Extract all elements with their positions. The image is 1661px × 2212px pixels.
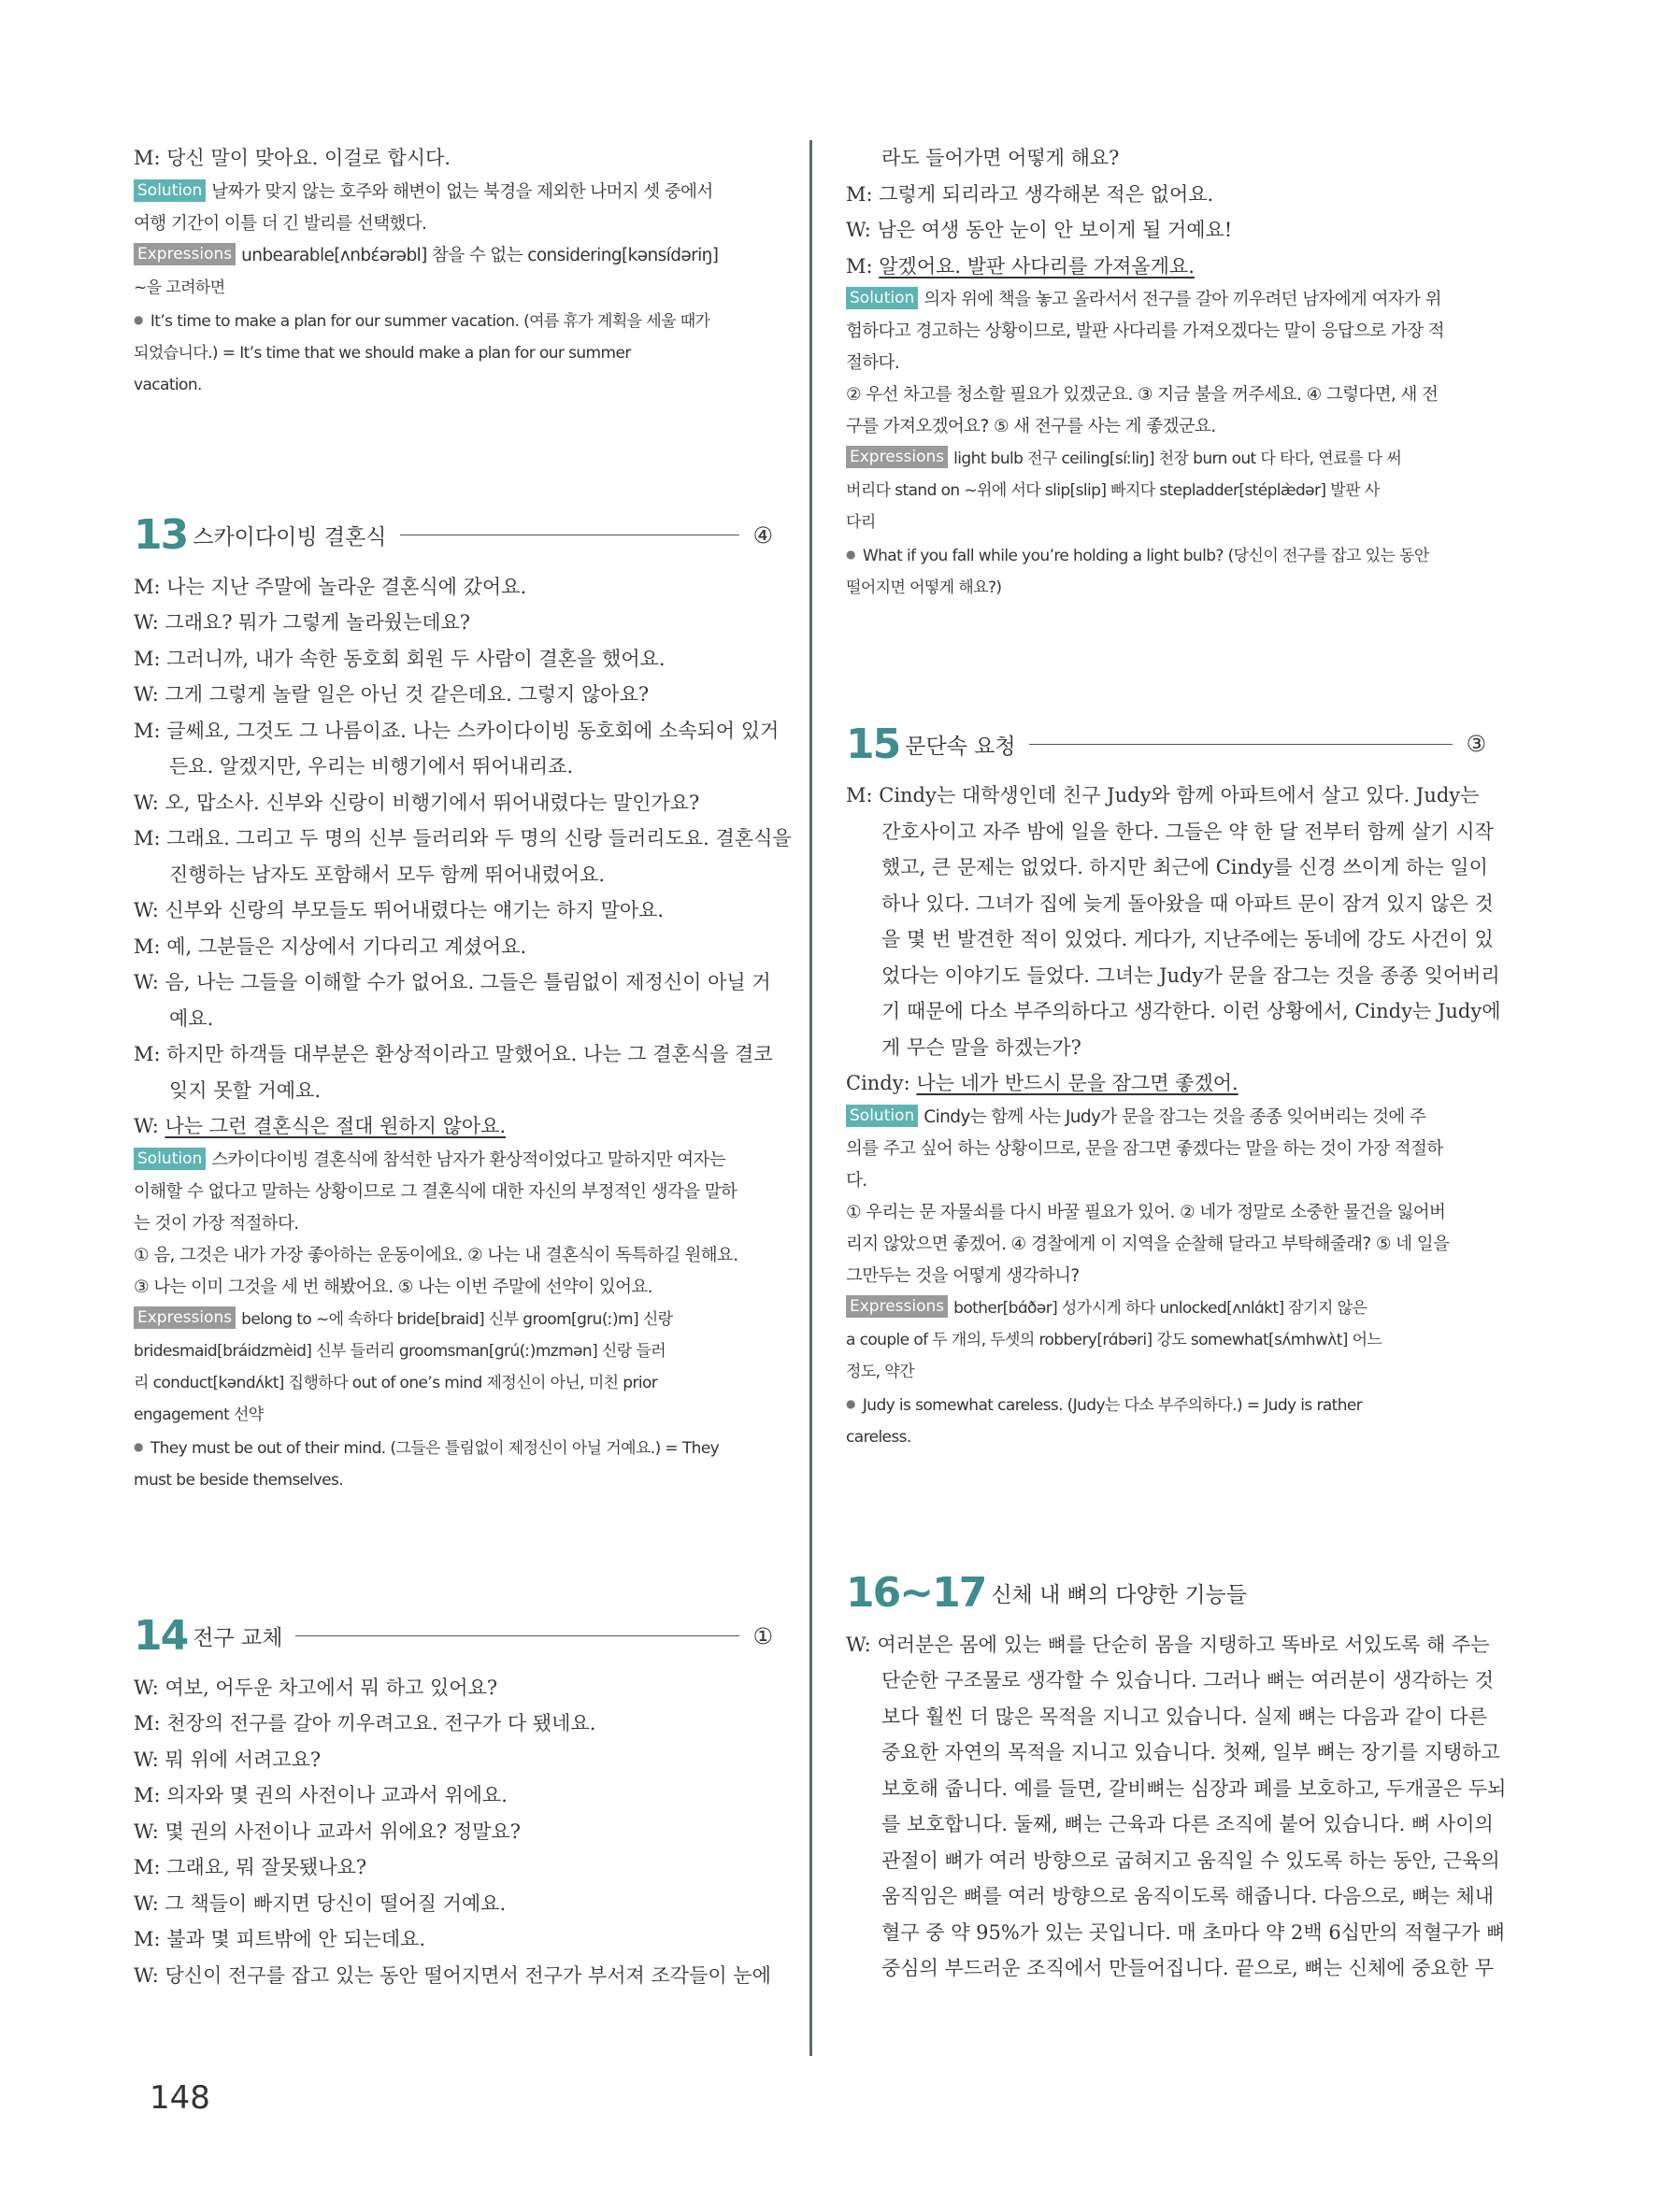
dialogue-line: M: 글쎄요, 그것도 그 나름이죠. 나는 스카이다이빙 동호회에 소속되어 있거	[134, 719, 780, 742]
section-16-17-header	[846, 1565, 1486, 1621]
expressions-tag: Expressions	[846, 1295, 948, 1318]
section-14-dialogue-continued	[846, 140, 1486, 249]
dialogue-line: 단순한 구조물로 생각할 수 있습니다. 그러나 뼈는 여러분이 생각하는 것	[881, 1669, 1495, 1691]
dialogue-line: W: 음, 나는 그들을 이해할 수가 없어요. 그들은 틀림없이 제정신이 아닐 거	[134, 971, 771, 993]
answer-line	[134, 1108, 773, 1145]
dialogue-line: 예요.	[169, 1006, 214, 1030]
solution-tag: Solution	[134, 1148, 206, 1170]
expressions-tag: Expressions	[134, 243, 236, 265]
expressions-line: unbearable[ʌnbɛ́ərəbl] 참을 수 없는 considering[kənsídəriŋ]	[241, 245, 719, 265]
example-bullet: ● What if you fall while you’re holding a light bulb? (당신이 전구를 잡고 있는 동안	[846, 538, 1486, 572]
example-bullet: ● Judy is somewhat careless. (Judy는 다소 부주의하다.) = Judy is rather	[846, 1388, 1486, 1421]
dialogue-line: W: 당신이 전구를 잡고 있는 동안 떨어지면서 전구가 부서져 조각들이 눈에	[134, 1963, 771, 1987]
solution-line: ① 우리는 문 자물쇠를 다시 바꿀 필요가 있어. ② 네가 정말로 소중한 물건을 잃어버	[846, 1202, 1446, 1222]
section-title: 스카이다이빙 결혼식	[193, 525, 387, 549]
expressions-line: 정도, 약간	[846, 1362, 914, 1381]
solution-line: 여행 기간이 이틀 더 긴 발리를 선택했다.	[134, 213, 427, 234]
section-13-header	[134, 507, 773, 564]
solution-line: 리지 않았으면 좋겠어. ④ 경찰에게 이 지역을 순찰해 달라고 부탁해줄래? ⑤ 네 일을	[846, 1234, 1450, 1254]
section-15-expressions	[846, 1292, 1486, 1324]
dialogue-line: M: 그러니까, 내가 속한 동호회 회원 두 사람이 결혼을 했어요.	[134, 647, 666, 670]
dialogue-line: 보다 훨씬 더 많은 목적을 지니고 있습니다. 실제 뼈는 다음과 같이 다른	[881, 1705, 1488, 1728]
dialogue-line: W: 몇 권의 사전이나 교과서 위에요? 정말요?	[134, 1820, 521, 1843]
answer-line	[846, 1065, 1486, 1102]
solution-line: 의를 주고 싶어 하는 상황이므로, 문을 잠그면 좋겠다는 말을 하는 것이 가장 적절하	[846, 1138, 1443, 1159]
expressions-line: a couple of 두 개의, 두셋의 robbery[rɑ́bəri] 강도 somewhat[sʌ́mhwʌ̀t] 어느	[846, 1330, 1382, 1349]
dialogue-line: M: 그렇게 되리라고 생각해본 적은 없어요.	[846, 182, 1214, 206]
solution-tag: Solution	[846, 287, 918, 309]
expressions-tag: Expressions	[134, 1306, 236, 1329]
dialogue-line: M: 천장의 전구를 갈아 끼우려고요. 전구가 다 됐네요.	[134, 1712, 596, 1734]
expressions-line: ~을 고려하면	[134, 278, 225, 297]
solution-line: 다.	[846, 1170, 867, 1191]
section-answer: ③	[1466, 731, 1486, 757]
dialogue-line: 움직임은 뼈를 여러 방향으로 움직이도록 해줍니다. 다음으로, 뼈는 체내	[881, 1885, 1495, 1907]
dialogue-line: W: 그 책들이 빠지면 당신이 떨어질 거예요.	[134, 1891, 507, 1915]
speaker: Cindy:	[846, 1072, 917, 1094]
solution-line: Cindy는 함께 사는 Judy가 문을 잠그는 것을 종종 잊어버리는 것에 주	[924, 1106, 1426, 1127]
dialogue-line: W: 신부와 신랑의 부모들도 뛰어내렸다는 얘기는 하지 말아요.	[134, 899, 665, 921]
section-14-header	[134, 1608, 773, 1664]
dialogue-line: 혈구 중 약 95%가 있는 곳입니다. 매 초마다 약 2백 6십만의 적혈구가 뼈	[881, 1920, 1506, 1944]
section-answer: ①	[752, 1622, 773, 1649]
column-divider	[809, 140, 812, 2056]
example-line: careless.	[846, 1427, 911, 1447]
expressions-line: bridesmaid[bráidzmèid] 신부 들러리 groomsman[grú(ː)mzmən] 신랑 들러	[134, 1341, 666, 1361]
dialogue-line: 했고, 큰 문제는 없었다. 하지만 최근에 Cindy를 신경 쓰이게 하는 일이	[881, 856, 1488, 878]
expressions-line: 리 conduct[kəndʌ́kt] 집행하다 out of one’s mind 제정신이 아닌, 미친 prior	[134, 1373, 658, 1392]
example-line: 되었습니다.) = It’s time that we should make a plan for our summer	[134, 343, 631, 363]
dialogue-line: W: 남은 여생 동안 눈이 안 보이게 될 거예요!	[846, 219, 1233, 241]
dialogue-line: 관절이 뼈가 여러 방향으로 굽혀지고 움직일 수 있도록 하는 동안, 근육의	[881, 1848, 1500, 1872]
solution-tag: Solution	[134, 179, 206, 202]
section-title: 신체 내 뼈의 다양한 기능들	[991, 1583, 1247, 1607]
example-line: vacation.	[134, 375, 202, 394]
left-column	[134, 140, 792, 1993]
section-number: 14	[134, 1612, 188, 1660]
solution-tag: Solution	[846, 1105, 918, 1127]
expressions-line: engagement 선약	[134, 1405, 264, 1424]
right-column	[846, 140, 1507, 1987]
solution-line: 그만두는 것을 어떻게 생각하니?	[846, 1265, 1080, 1286]
solution-line: 의자 위에 책을 놓고 올라서서 전구를 갈아 끼우려던 남자에게 여자가 위	[924, 290, 1441, 309]
example-line: must be beside themselves.	[134, 1470, 344, 1490]
dialogue-line: M: 불과 몇 피트밖에 안 되는데요.	[134, 1928, 426, 1950]
dialogue-line: W: 여보, 어두운 차고에서 뭐 하고 있어요?	[134, 1676, 498, 1699]
dialogue-line: W: 그게 그렇게 놀랄 일은 아닌 것 같은데요. 그렇지 않아요?	[134, 683, 650, 706]
example-bullet: ● It’s time to make a plan for our summer vacation. (여름 휴가 계획을 세울 때가	[134, 304, 773, 337]
dialogue-line: 라도 들어가면 어떻게 해요?	[881, 147, 1120, 169]
solution-line: ② 우선 차고를 청소할 필요가 있겠군요. ③ 지금 불을 꺼주세요. ④ 그렇다면, 새 전	[846, 385, 1439, 405]
dialogue-line: 중심의 부드러운 조직에서 만들어집니다. 끝으로, 뼈는 신체에 중요한 무	[881, 1957, 1495, 1979]
dialogue-line: M: 나는 지난 주말에 놀라운 결혼식에 갔어요.	[134, 575, 527, 598]
dialogue-line: W: 그래요? 뭐가 그렇게 놀라웠는데요?	[134, 611, 471, 634]
speaker: M:	[846, 254, 880, 278]
intro-expressions	[134, 240, 773, 272]
correct-answer: 나는 그런 결혼식은 절대 원하지 않아요.	[165, 1115, 507, 1137]
dialogue-line: 보호해 줍니다. 예를 들면, 갈비뼈는 심장과 폐를 보호하고, 두개골은 두뇌	[881, 1777, 1507, 1800]
section-rule	[1029, 744, 1453, 745]
section-rule	[295, 1635, 739, 1636]
expressions-line: light bulb 전구 ceiling[síːliŋ] 천장 burn out 다 타다, 연료를 다 써	[953, 450, 1402, 468]
dialogue-line: 기 때문에 다소 부주의하다고 생각한다. 이런 상황에서, Cindy는 Judy에	[881, 1000, 1501, 1022]
solution-line: 스카이다이빙 결혼식에 참석한 남자가 환상적이었다고 말하지만 여자는	[211, 1149, 726, 1170]
section-14-expressions	[846, 443, 1486, 475]
section-13-dialogue	[134, 569, 792, 1109]
example-line: 떨어지면 어떻게 해요?)	[846, 578, 1002, 597]
dialogue-line: 를 보호합니다. 둘째, 뼈는 근육과 다른 조직에 붙어 있습니다. 뼈 사이의	[881, 1813, 1494, 1835]
dialogue-line: W: 여러분은 몸에 있는 뼈를 단순히 몸을 지탱하고 똑바로 서있도록 해 주는	[846, 1633, 1490, 1656]
dialogue-line: 잊지 못할 거예요.	[169, 1078, 322, 1102]
solution-line: 절하다.	[846, 353, 900, 373]
dialogue-line: 든요. 알겠지만, 우리는 비행기에서 뛰어내리죠.	[169, 755, 574, 778]
section-14-dialogue	[134, 1670, 773, 1994]
dialogue-line: M: Cindy는 대학생인데 친구 Judy와 함께 아파트에서 살고 있다. Judy는	[846, 784, 1480, 806]
section-title: 문단속 요청	[905, 734, 1016, 759]
intro-solution	[134, 177, 773, 208]
section-answer: ④	[752, 521, 773, 549]
section-number: 16~17	[846, 1569, 986, 1617]
expressions-line: bother[bɑ́ðər] 성가시게 하다 unlocked[ʌnlɑ́kt] 잠기지 않은	[953, 1298, 1367, 1318]
expressions-line: belong to ~에 속하다 bride[braid] 신부 groom[gru(ː)m] 신랑	[241, 1309, 673, 1329]
section-15-header	[846, 716, 1486, 772]
dialogue-line: M: 하지만 하객들 대부분은 환상적이라고 말했어요. 나는 그 결혼식을 결코	[134, 1043, 773, 1065]
solution-line: 험하다고 경고하는 상황이므로, 발판 사다리를 가져오겠다는 말이 응답으로 가장 적	[846, 321, 1445, 341]
section-16-17-narration	[846, 1627, 1507, 1987]
solution-line: ① 음, 그것은 내가 가장 좋아하는 운동이에요. ② 나는 내 결혼식이 독특하길 원해요.	[134, 1245, 738, 1265]
section-15-narration	[846, 778, 1501, 1065]
intro-dialogue	[134, 140, 773, 177]
expressions-line: 버리다 stand on ~위에 서다 slip[slip] 빠지다 stepladder[stéplæ̀dər] 발판 사	[846, 481, 1380, 500]
expressions-tag: Expressions	[846, 446, 948, 468]
section-title: 전구 교체	[193, 1626, 283, 1650]
section-number: 15	[846, 720, 900, 768]
section-15-solution	[846, 1102, 1486, 1134]
page-number: 148	[150, 2079, 210, 2117]
dialogue-line: M: 예, 그분들은 지상에서 기다리고 계셨어요.	[134, 935, 527, 958]
speaker: W:	[134, 1115, 165, 1137]
dialogue-line: 중요한 자연의 목적을 지니고 있습니다. 첫째, 일부 뼈는 장기를 지탱하고	[881, 1741, 1500, 1763]
correct-answer: 나는 네가 반드시 문을 잠그면 좋겠어.	[916, 1072, 1239, 1094]
solution-line: 는 것이 가장 적절하다.	[134, 1213, 299, 1234]
section-13-solution	[134, 1145, 773, 1177]
solution-line: 날짜가 맞지 않는 호주와 해변이 없는 북경을 제외한 나머지 셋 중에서	[211, 181, 713, 202]
dialogue-line: 었다는 이야기도 들었다. 그녀는 Judy가 문을 잠그는 것을 종종 잊어버리	[881, 963, 1500, 987]
section-14-solution	[846, 284, 1486, 316]
answer-line	[846, 249, 1486, 285]
dialogue-line: M: 당신 말이 맞아요. 이걸로 합시다.	[134, 147, 451, 169]
section-13-expressions	[134, 1304, 773, 1335]
dialogue-line: 을 몇 번 발견한 적이 있었다. 게다가, 지난주에는 동네에 강도 사건이 있	[881, 928, 1494, 950]
dialogue-line: M: 그래요, 뭐 잘못됐나요?	[134, 1856, 367, 1878]
dialogue-line: 진행하는 남자도 포함해서 모두 함께 뛰어내렸어요.	[169, 863, 606, 886]
solution-line: 구를 가져오겠어요? ⑤ 새 전구를 사는 게 좋겠군요.	[846, 417, 1216, 436]
correct-answer: 알겠어요. 발판 사다리를 가져올게요.	[879, 254, 1195, 278]
dialogue-line: M: 그래요. 그리고 두 명의 신부 들러리와 두 명의 신랑 들러리도요. 결혼식을	[134, 827, 792, 849]
dialogue-line: W: 오, 맙소사. 신부와 신랑이 비행기에서 뛰어내렸다는 말인가요?	[134, 791, 700, 814]
example-bullet: ● They must be out of their mind. (그들은 틀림없이 제정신이 아닐 거예요.) = They	[134, 1431, 773, 1464]
solution-line: 이해할 수 없다고 말하는 상황이므로 그 결혼식에 대한 자신의 부정적인 생각을 말하	[134, 1181, 737, 1202]
dialogue-line: M: 의자와 몇 권의 사전이나 교과서 위에요.	[134, 1784, 508, 1806]
section-number: 13	[134, 511, 188, 559]
dialogue-line: 간호사이고 자주 밤에 일을 한다. 그들은 약 한 달 전부터 함께 살기 시작	[881, 820, 1494, 843]
dialogue-line: 하나 있다. 그녀가 집에 늦게 돌아왔을 때 아파트 문이 잠겨 있지 않은 것	[881, 892, 1494, 915]
solution-line: ③ 나는 이미 그것을 세 번 해봤어요. ⑤ 나는 이번 주말에 선약이 있어요.	[134, 1277, 652, 1297]
expressions-line: 다리	[846, 513, 876, 532]
dialogue-line: 게 무슨 말을 하겠는가?	[881, 1035, 1081, 1059]
dialogue-line: W: 뭐 위에 서려고요?	[134, 1748, 322, 1771]
